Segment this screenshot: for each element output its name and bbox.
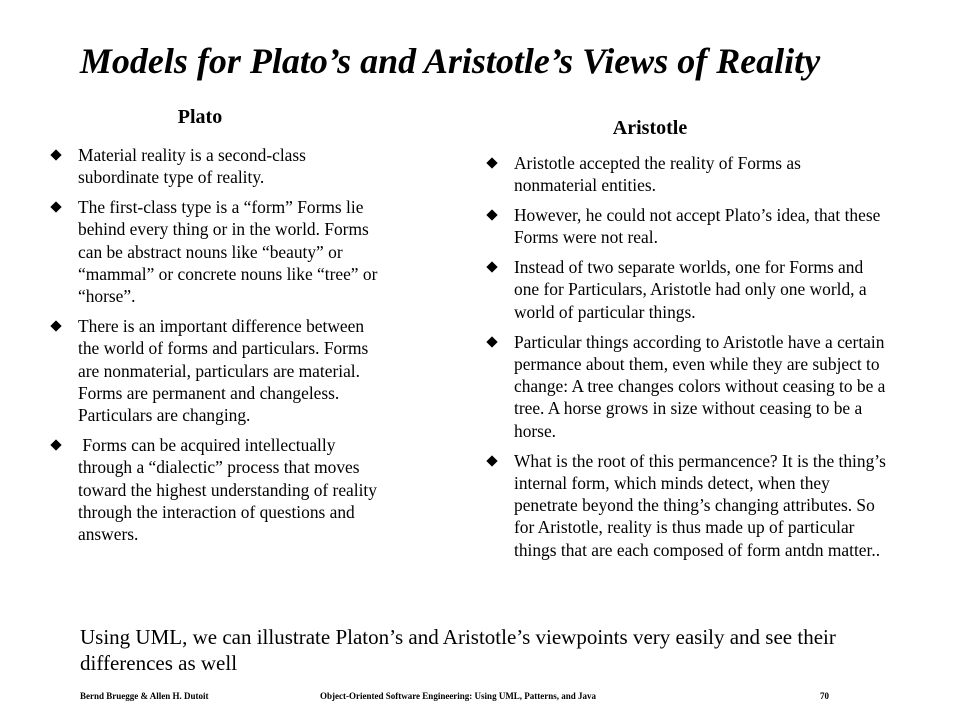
plato-bullet bbox=[52, 434, 382, 545]
aristotle-bullet-text: However, he could not accept Plato’s idea, that these Forms were not real. bbox=[514, 205, 881, 248]
footer-authors: Bernd Bruegge & Allen H. Dutoit bbox=[80, 691, 209, 701]
diamond-bullet-icon bbox=[50, 201, 61, 212]
diamond-bullet-icon bbox=[486, 209, 497, 220]
footer-page-number: 70 bbox=[820, 691, 829, 701]
aristotle-heading: Aristotle bbox=[612, 117, 688, 139]
aristotle-bullet bbox=[488, 256, 888, 323]
plato-bullet-text: Forms can be acquired intellectually through a “dialectic” process that moves toward the highest understanding of reality through the interaction of questions and answers. bbox=[78, 435, 382, 545]
diamond-bullet-icon bbox=[50, 320, 61, 331]
aristotle-bullet bbox=[488, 450, 888, 561]
plato-column bbox=[52, 144, 382, 553]
footer-book-title: Object-Oriented Software Engineering: Using UML, Patterns, and Java bbox=[320, 691, 597, 701]
aristotle-bullet-text: Instead of two separate worlds, one for Forms and one for Particulars, Aristotle had only one world, a world of particular things. bbox=[514, 257, 867, 322]
plato-heading: Plato bbox=[177, 106, 223, 128]
plato-bullet-text: There is an important difference between the world of forms and particulars. Forms are nonmaterial, particulars are material. Forms are permanent and changeless. Particulars are changing. bbox=[78, 316, 369, 426]
diamond-bullet-icon bbox=[486, 157, 497, 168]
aristotle-bullet bbox=[488, 204, 888, 249]
aristotle-bullet-text: What is the root of this permancence? It is the thing’s internal form, which minds detect, when they penetrate beyond the thing’s changing attributes. So for Aristotle, reality is thus made up of particular things that are each composed of form antdn matter.. bbox=[514, 450, 886, 560]
diamond-bullet-icon bbox=[486, 336, 497, 347]
diamond-bullet-icon bbox=[50, 149, 61, 160]
diamond-bullet-icon bbox=[486, 455, 497, 466]
aristotle-column bbox=[488, 152, 888, 569]
plato-bullet-text: The first-class type is a “form” Forms lie behind every thing or in the world. Forms can be abstract nouns like “beauty” or “mammal” or concrete nouns like “tree” or “horse”. bbox=[78, 197, 378, 307]
aristotle-bullet bbox=[488, 331, 888, 442]
plato-bullet bbox=[52, 196, 382, 307]
plato-bullet-text: Material reality is a second-class subordinate type of reality. bbox=[78, 145, 306, 188]
plato-bullet bbox=[52, 315, 382, 426]
slide-title: Models for Plato’s and Aristotle’s Views of Reality bbox=[79, 41, 821, 81]
plato-bullet bbox=[52, 144, 382, 189]
uml-overlay-text: Using UML, we can illustrate Platon’s and Aristotle’s viewpoints very easily and see their differences as well bbox=[80, 625, 836, 675]
aristotle-bullet-text: Aristotle accepted the reality of Forms as nonmaterial entities. bbox=[514, 153, 801, 196]
diamond-bullet-icon bbox=[486, 262, 497, 273]
aristotle-bullet-text: Particular things according to Aristotle have a certain permance about them, even while they are subject to change: A tree changes colors without ceasing to be a tree. A horse grows in size without ceasing to be a horse. bbox=[514, 331, 886, 441]
diamond-bullet-icon bbox=[50, 439, 61, 450]
aristotle-bullet bbox=[488, 152, 888, 197]
